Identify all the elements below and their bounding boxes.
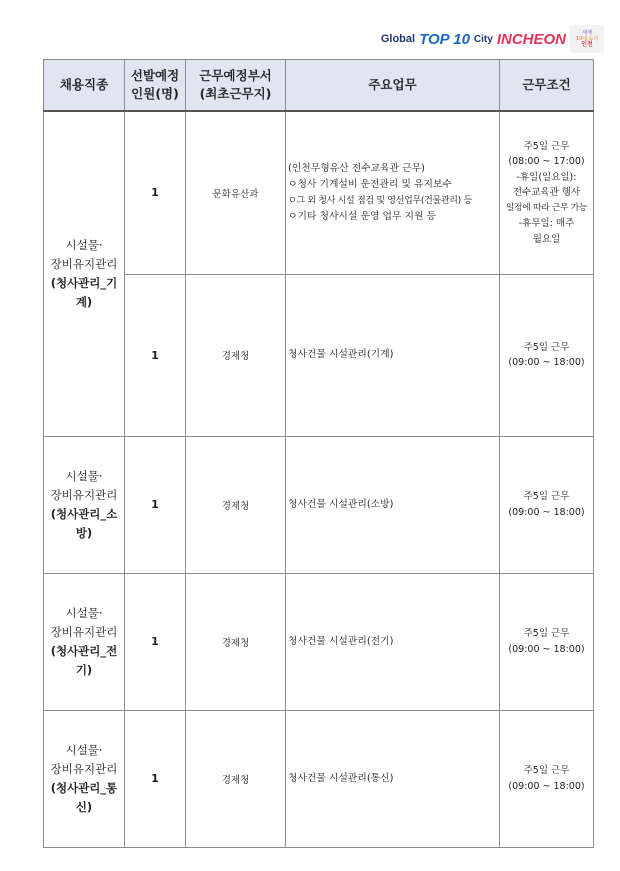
cond-line: (09:00 ~ 18:00): [508, 506, 585, 518]
job-line2: 장비유지관리: [50, 487, 118, 502]
logo-global-text: Global: [380, 33, 416, 45]
task-line: 청사건물 시설관리(통신): [288, 772, 394, 784]
task-line: ㅇ그 외 청사 시설 점검 및 영선업무(건물관리) 등: [288, 195, 472, 206]
table-header-row: [44, 60, 594, 112]
header-job: 채용직종: [44, 60, 125, 112]
cond-line: -휴일(일요일):: [516, 171, 577, 183]
job-line1: 시설물·: [65, 742, 103, 757]
task-cell: [286, 436, 500, 573]
cond-line: (09:00 ~ 18:00): [508, 643, 585, 655]
task-cell: [286, 274, 500, 436]
logo-incheon-text: INCHEON: [496, 30, 566, 48]
cond-line: (09:00 ~ 18:00): [508, 780, 585, 792]
logo-badge-line2: 10대 도시: [575, 36, 599, 42]
count-cell: 1: [125, 111, 186, 274]
table-row: [44, 274, 594, 436]
cond-line: 주5일 근무: [523, 140, 570, 152]
cond-line: -휴무일: 매주: [518, 218, 575, 229]
job-line2: 장비유지관리: [50, 256, 118, 271]
count-cell: 1: [125, 274, 186, 436]
dept-cell: 문화유산과: [186, 111, 286, 274]
logo-city-text: City: [473, 33, 493, 45]
header-dept-line2: (최초근무지): [199, 86, 272, 101]
table-row: [44, 573, 594, 710]
table-row: [44, 710, 594, 847]
header-dept: [186, 60, 286, 112]
job-cell: [44, 710, 125, 847]
dept-cell: 경제청: [186, 274, 286, 436]
job-cell: [44, 436, 125, 573]
task-cell: [286, 710, 500, 847]
header-count-line1: 선발예정: [130, 68, 180, 83]
job-cell: [44, 573, 125, 710]
task-line: 청사건물 시설관리(전기): [288, 635, 394, 647]
task-line: ㅇ청사 기계설비 운전관리 및 유지보수: [288, 178, 452, 190]
header-dept-line1: 근무예정부서: [199, 68, 272, 83]
task-line: 청사건물 시설관리(기계): [288, 349, 394, 360]
cond-line: (09:00 ~ 18:00): [508, 357, 585, 368]
cond-cell: [500, 436, 594, 573]
cond-line: 전수교육관 행사: [512, 187, 581, 198]
job-line3: (청사관리_통신): [50, 780, 118, 814]
dept-cell: 경제청: [186, 573, 286, 710]
recruitment-table: [43, 59, 594, 848]
job-line2: 장비유지관리: [50, 761, 118, 776]
job-cell: [44, 111, 125, 436]
cond-line: 주5일 근무: [523, 341, 570, 353]
job-line2: 장비유지관리: [50, 624, 118, 639]
cond-line: 주5일 근무: [523, 491, 570, 502]
header-count: [125, 60, 186, 112]
logo-badge-line3: 인천: [581, 41, 593, 48]
job-line1: 시설물·: [65, 237, 103, 252]
task-line: (인천무형유산 전수교육관 근무): [288, 162, 425, 174]
cond-cell: [500, 274, 594, 436]
dept-cell: 경제청: [186, 436, 286, 573]
logo-top10-text: TOP 10: [419, 30, 470, 48]
job-line3: (청사관리_기계): [50, 275, 118, 309]
job-line3: (청사관리_전기): [50, 643, 118, 677]
header-task: 주요업무: [286, 60, 500, 112]
task-line: ㅇ기타 청사시설 운영 업무 지원 등: [288, 210, 437, 222]
count-cell: 1: [125, 436, 186, 573]
incheon-logo: [381, 25, 604, 53]
job-line1: 시설물·: [65, 468, 103, 483]
cond-cell: [500, 111, 594, 274]
job-line3: (청사관리_소방): [50, 506, 118, 540]
logo-badge-line1: 세계: [582, 30, 592, 36]
cond-line: 일정에 따라 근무 가능: [505, 202, 588, 213]
table-row: [44, 436, 594, 573]
count-cell: 1: [125, 573, 186, 710]
cond-line: (08:00 ~ 17:00): [508, 156, 585, 167]
cond-line: 주5일 근무: [523, 765, 570, 776]
cond-cell: [500, 573, 594, 710]
table-row: [44, 111, 594, 274]
logo-badge: [570, 25, 604, 53]
job-line1: 시설물·: [65, 605, 103, 620]
task-cell: [286, 573, 500, 710]
task-line: 청사건물 시설관리(소방): [288, 498, 394, 510]
count-cell: 1: [125, 710, 186, 847]
cond-line: 월요일: [532, 233, 561, 245]
dept-cell: 경제청: [186, 710, 286, 847]
cond-line: 주5일 근무: [523, 628, 570, 639]
header-count-line2: 인원(명): [131, 86, 179, 101]
task-cell: [286, 111, 500, 274]
cond-cell: [500, 710, 594, 847]
header-cond: 근무조건: [500, 60, 594, 112]
